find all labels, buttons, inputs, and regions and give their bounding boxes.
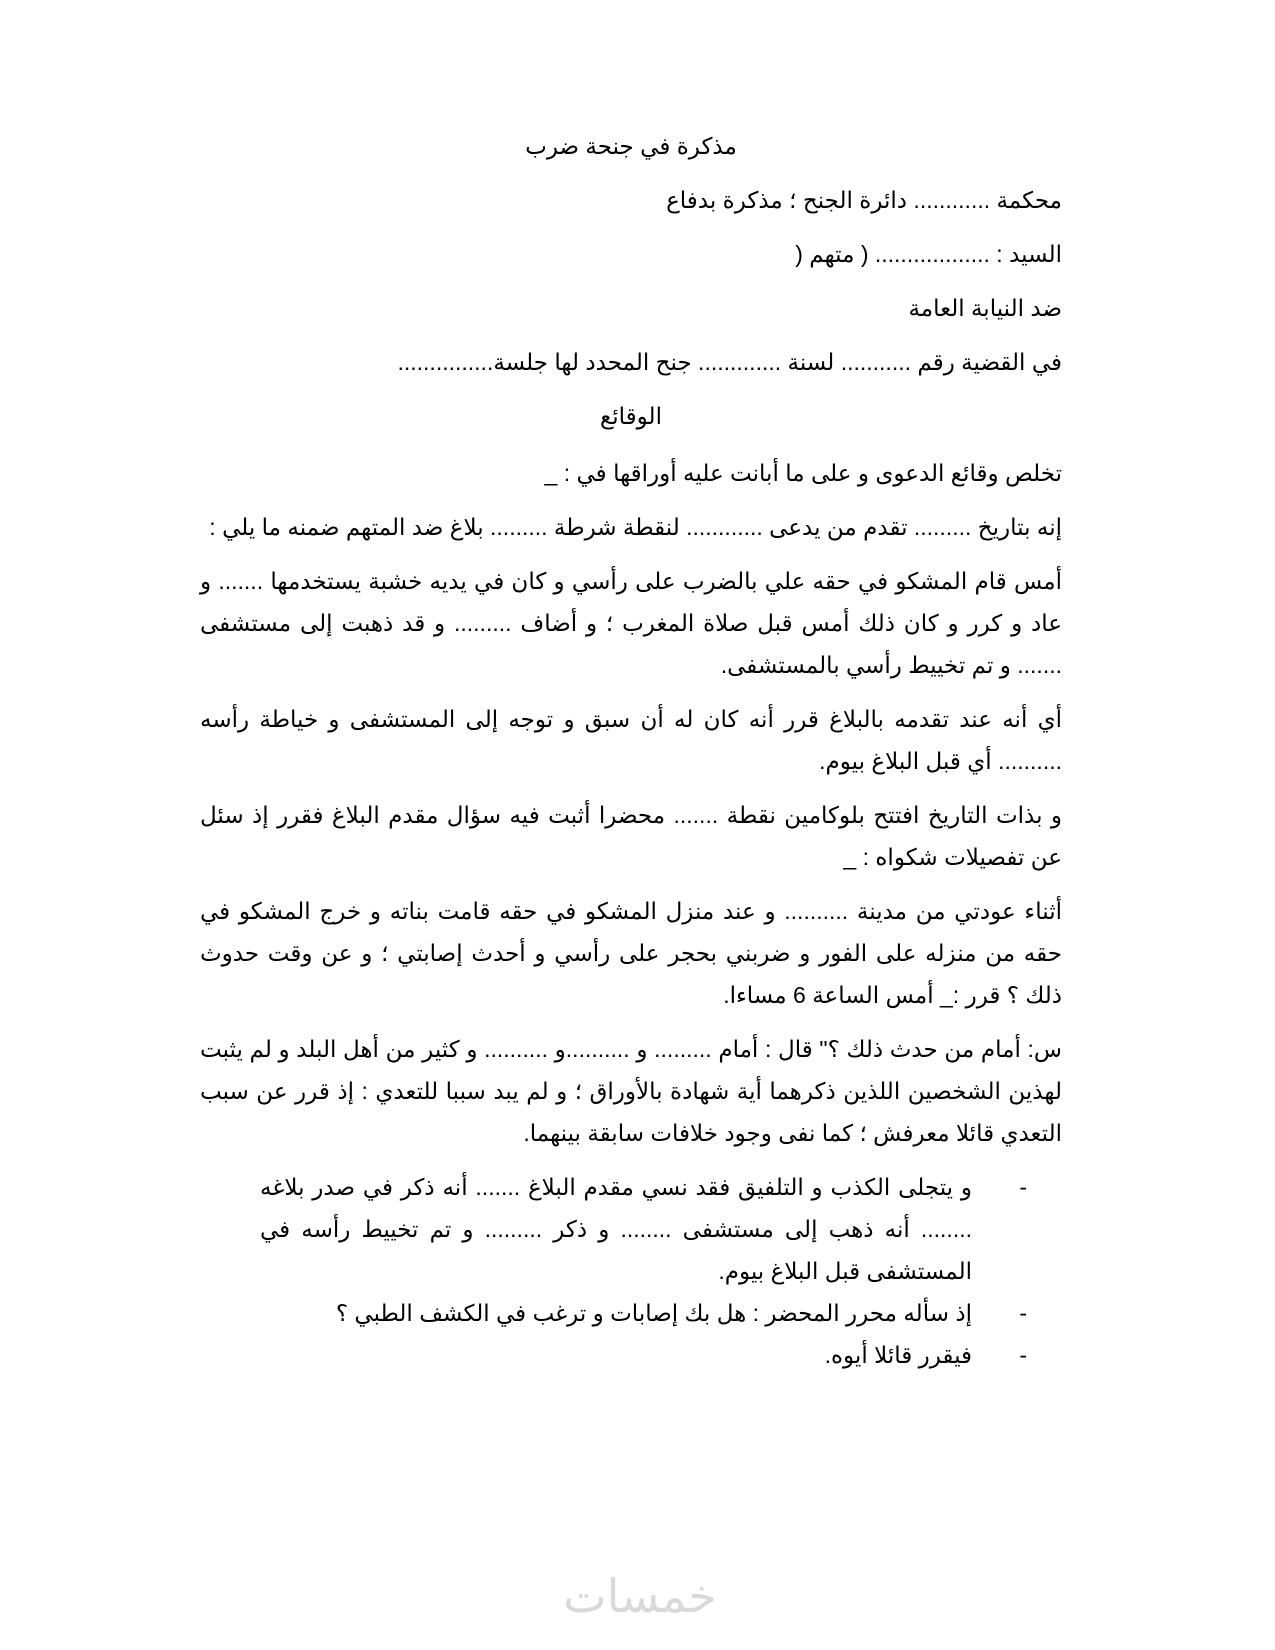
document-title: مذكرة في جنحة ضرب [525, 133, 737, 159]
list-item-text: إذ سأله محرر المحضر : هل بك إصابات و ترغب في الكشف الطبي ؟ [335, 1300, 972, 1326]
list-item [200, 1292, 1062, 1334]
paragraph: و بذات التاريخ افتتح بلوكامين نقطة ....... محضرا أثبت فيه سؤال مقدم البلاغ فقرر إذ سئل عن تفصيلات شكواه : _ [200, 802, 1062, 870]
against-line: ضد النيابة العامة [908, 295, 1062, 321]
court-line: محكمة ............ دائرة الجنح ؛ مذكرة بدفاع [666, 187, 1062, 213]
case-line: في القضية رقم ........... لسنة ............. جنح المحدد لها جلسة............... [397, 349, 1062, 375]
bullet-dash: - [1019, 1342, 1027, 1368]
list-item [200, 1334, 1062, 1376]
paragraph: أمس قام المشكو في حقه علي بالضرب على رأسي و كان في يديه خشبة يستخدمها ....... و عاد و كرر و كان ذلك أمس قبل صلاة المغرب ؛ و أضاف ......... و قد ذهبت إلى مستشفى ....... و تم تخييط رأسي بالمستشفى. [200, 568, 1062, 678]
paragraph: أثناء عودتي من مدينة .......... و عند منزل المشكو في حقه قامت بناته و خرج المشكو في حقه من منزله على الفور و ضربني بحجر على رأسي و أحدث إصابتي ؛ و عن وقت حدوث ذلك ؟ قرر :_ أمس الساعة 6 مساءا. [200, 898, 1062, 1008]
bullet-dash: - [1019, 1300, 1027, 1326]
defendant-line: السيد : .................. ( متهم ( [795, 241, 1062, 267]
paragraph: أي أنه عند تقدمه بالبلاغ قرر أنه كان له أن سبق و توجه إلى المستشفى و خياطة رأسه .......... أي قبل البلاغ بيوم. [200, 706, 1062, 774]
paragraph: س: أمام من حدث ذلك ؟" قال : أمام ......... و ..........و .......... و كثير من أهل البلد و لم يثبت لهذين الشخصين اللذين ذكرهما أية شهادة بالأوراق ؛ و لم يبد سببا للتعدي : إذ قرر عن سبب التعدي قائلا معرفش ؛ كما نفى وجود خلافات سابقة بينهما. [200, 1036, 1062, 1146]
watermark-logo: خمسات [563, 1569, 717, 1623]
list-item-text: فيقرر قائلا أيوه. [824, 1342, 972, 1368]
paragraph: إنه بتاريخ ......... تقدم من يدعى ............ لنقطة شرطة ......... بلاغ ضد المتهم ضمنه ما يلي : [209, 514, 1062, 540]
bullet-dash: - [1019, 1174, 1027, 1200]
facts-heading: الوقائع [600, 403, 662, 429]
document-page [200, 128, 1062, 1376]
list-item [200, 1166, 1062, 1292]
bullet-list [200, 1166, 1062, 1376]
paragraph: تخلص وقائع الدعوى و على ما أبانت عليه أوراقها في : _ [544, 460, 1062, 486]
list-item-text: و يتجلى الكذب و التلفيق فقد نسي مقدم البلاغ ....... أنه ذكر في صدر بلاغه ........ أنه ذهب إلى مستشفى ........ و ذكر ......... و تم تخييط رأسه في المستشفى قبل البلاغ بيوم. [260, 1174, 972, 1284]
